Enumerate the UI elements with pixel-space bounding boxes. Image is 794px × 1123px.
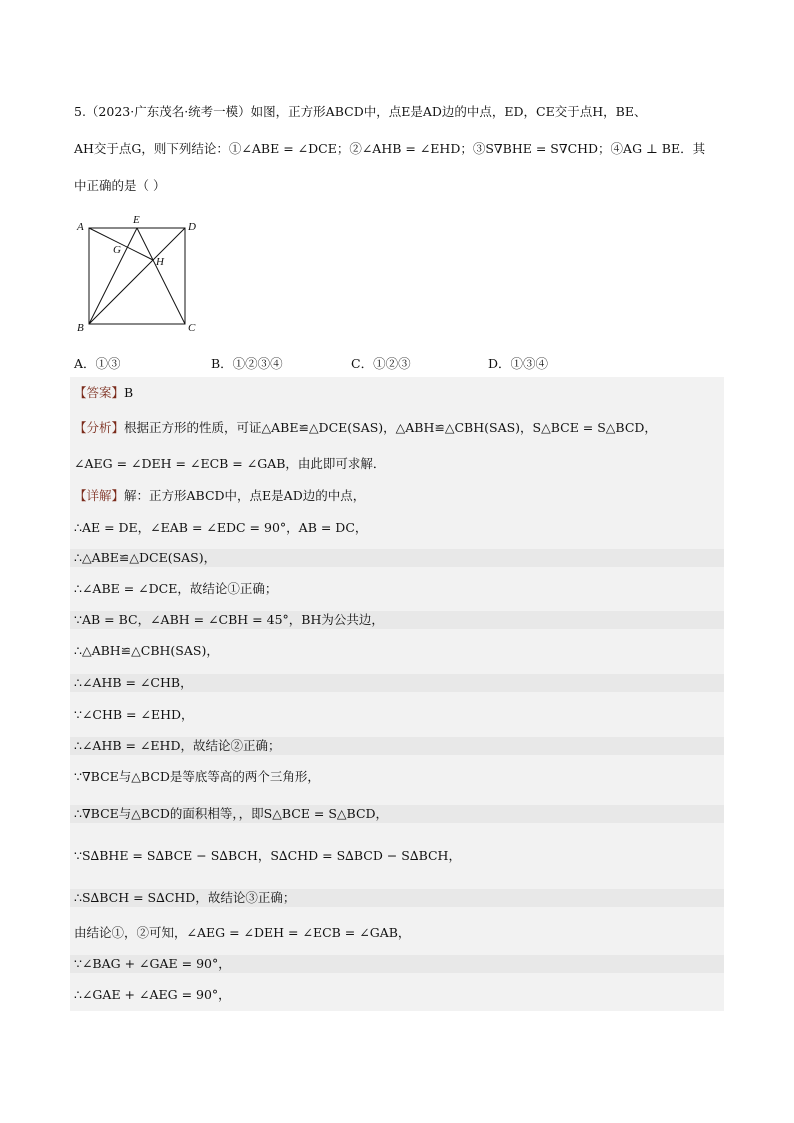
analysis-row-2: ∠AEG = ∠DEH = ∠ECB = ∠GAB，由此即可求解． bbox=[74, 456, 386, 471]
option-d[interactable]: D．①③④ bbox=[488, 356, 549, 371]
detail-row-9: ∵∇BCE与△BCD是等底等高的两个三角形， bbox=[74, 769, 320, 784]
label-e: E bbox=[133, 214, 140, 226]
detail-row-15: ∴∠GAE + ∠AEG = 90°， bbox=[74, 987, 231, 1002]
detail-tag: 【详解】 bbox=[74, 488, 125, 503]
label-h: H bbox=[156, 256, 164, 268]
answer-value: B bbox=[124, 385, 134, 400]
detail-row-1: ∴AE = DE，∠EAB = ∠EDC = 90°，AB = DC， bbox=[74, 520, 368, 535]
detail-row-6: ∴∠AHB = ∠CHB， bbox=[70, 674, 724, 692]
question-line-2: AH交于点G，则下列结论：①∠ABE = ∠DCE；②∠AHB = ∠EHD；③S∇BHE = S∇CHD；④AG ⊥ BE．其 bbox=[74, 141, 706, 156]
detail-row-3: ∴∠ABE = ∠DCE，故结论①正确； bbox=[74, 581, 278, 596]
detail-text-0: 解：正方形ABCD中，点E是AD边的中点， bbox=[124, 488, 366, 503]
segment-ah bbox=[89, 228, 153, 260]
segment-be bbox=[89, 228, 137, 324]
detail-row-0 bbox=[74, 487, 720, 505]
detail-row-14: ∵∠BAG + ∠GAE = 90°， bbox=[70, 955, 724, 973]
label-g: G bbox=[113, 244, 121, 256]
detail-row-11: ∵S∆BHE = S∆BCE − S∆BCH，S∆CHD = S∆BCD − S∆BCH， bbox=[74, 848, 461, 863]
option-c[interactable]: C．①②③ bbox=[351, 356, 411, 371]
detail-row-2: ∴△ABE≌△DCE(SAS)， bbox=[70, 549, 724, 567]
analysis-tag: 【分析】 bbox=[74, 420, 125, 435]
label-c: C bbox=[188, 322, 196, 334]
label-a: A bbox=[77, 221, 84, 233]
detail-row-10: ∴∇BCE与△BCD的面积相等，，即S△BCE = S△BCD， bbox=[70, 805, 724, 823]
detail-row-7: ∵∠CHB = ∠EHD， bbox=[74, 707, 194, 722]
detail-row-5: ∴△ABH≌△CBH(SAS)， bbox=[74, 643, 219, 658]
analysis-text-1: 根据正方形的性质，可证△ABE≌△DCE(SAS)，△ABH≌△CBH(SAS)，S△BCE = S△BCD， bbox=[124, 420, 657, 435]
segment-ce bbox=[137, 228, 185, 324]
answer-tag: 【答案】 bbox=[74, 385, 125, 400]
option-b[interactable]: B．①②③④ bbox=[211, 356, 283, 371]
label-b: B bbox=[77, 322, 84, 334]
answer-options bbox=[74, 354, 724, 372]
square-figure bbox=[74, 208, 209, 338]
solution-panel bbox=[70, 377, 724, 1011]
label-d: D bbox=[188, 221, 196, 233]
segment-bd bbox=[89, 228, 185, 324]
question-line-3: 中正确的是（ ） bbox=[74, 178, 166, 193]
analysis-row-1 bbox=[74, 419, 720, 437]
option-a[interactable]: A．①③ bbox=[74, 356, 121, 371]
detail-row-8: ∴∠AHB = ∠EHD，故结论②正确； bbox=[70, 737, 724, 755]
detail-row-4: ∵AB = BC，∠ABH = ∠CBH = 45°，BH为公共边， bbox=[70, 611, 724, 629]
answer-row bbox=[74, 384, 720, 402]
detail-row-12: ∴S∆BCH = S∆CHD，故结论③正确； bbox=[70, 889, 724, 907]
detail-row-13: 由结论①，②可知，∠AEG = ∠DEH = ∠ECB = ∠GAB， bbox=[74, 925, 411, 940]
question-line-1: 5.（2023·广东茂名·统考一模）如图，正方形ABCD中，点E是AD边的中点，ED，CE交于点H，BE、 bbox=[74, 104, 647, 119]
